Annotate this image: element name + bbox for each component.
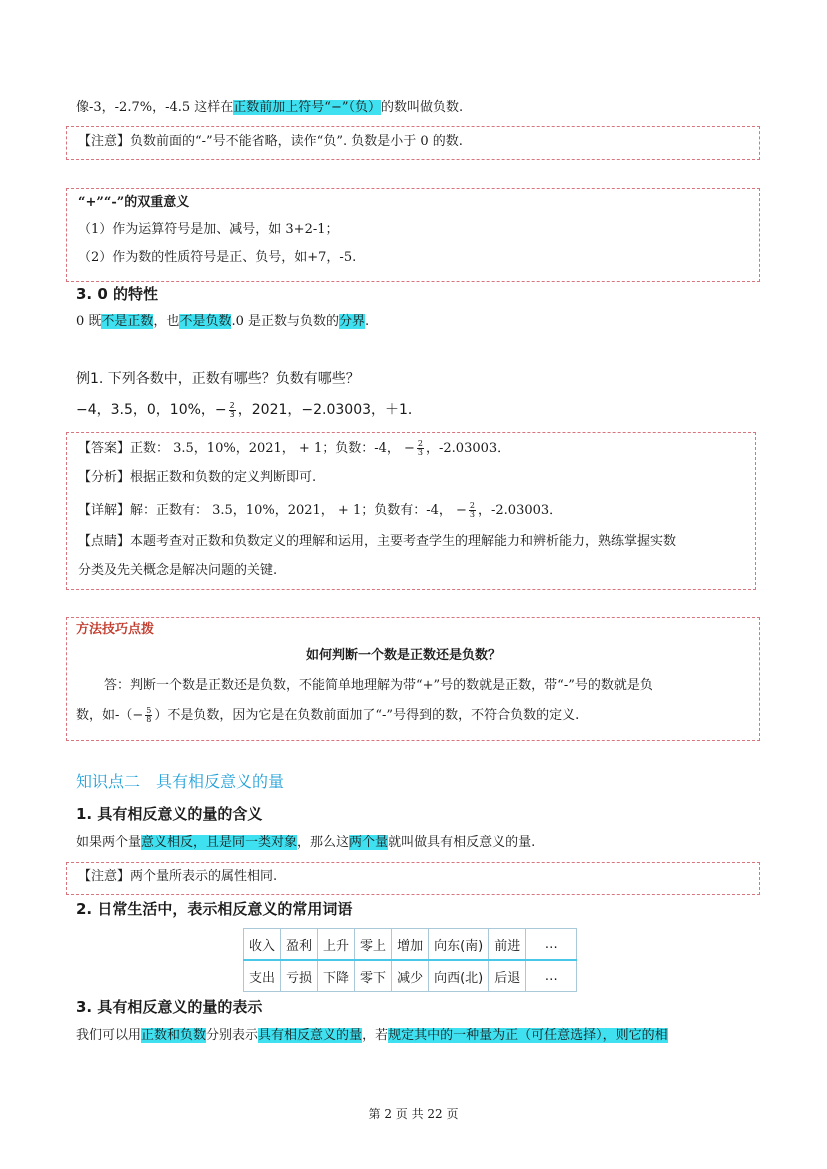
analysis-line: 【分析】根据正数和负数的定义判断即可.	[78, 470, 317, 485]
highlight: 正数前加上符号“−”（负）	[233, 100, 381, 115]
table-row: 支出 亏损 下降 零下 减少 向西(北) 后退 …	[244, 960, 577, 992]
section-heading: 2. 日常生活中，表示相反意义的常用词语	[76, 900, 353, 918]
opposite-words-table	[243, 928, 577, 992]
dual-meaning-item: （1）作为运算符号是加、减号，如 3+2-1；	[78, 222, 339, 237]
example-numbers: −4，3.5，0，10%，− $\frac{2}{3}$ ，2021，−2.03003，＋1．	[76, 400, 422, 419]
dual-meaning-item: （2）作为数的性质符号是正、负号，如+7，-5.	[78, 250, 357, 265]
table-row: 收入 盈利 上升 零上 增加 向东(南) 前进 …	[244, 929, 577, 961]
detail-line: 【详解】解：正数有： 3.5，10%，2021， + 1；负数有：-4， − $\frac{2}{3}$ ，-2.03003．	[78, 501, 563, 519]
comment-line: 【点睛】本题考查对正数和负数定义的理解和运用，主要考查学生的理解能力和辨析能力，熟练掌握实数	[78, 534, 677, 549]
example-question: 例1. 下列各数中，正数有哪些？负数有哪些？	[76, 371, 360, 387]
knowledge-point-heading: 知识点二 具有相反意义的量	[76, 772, 285, 791]
note-text: 【注意】负数前面的“-”号不能省略，读作“负”. 负数是小于 0 的数.	[78, 134, 463, 149]
section-heading: 1. 具有相反意义的量的含义	[76, 805, 263, 823]
answer-line: 【答案】正数： 3.5，10%，2021， + 1；负数：-4， − $\frac{2}{3}$ ，-2.03003．	[78, 439, 511, 457]
method-text: 数，如-（− $\frac{5}{8}$ ）不是负数，因为它是在负数前面加了“-”号得到的数，不符合负数的定义.	[76, 706, 580, 724]
representation-text: 我们可以用正数和负数分别表示具有相反意义的量，若规定其中的一种量为正（可任意选择），则它的相	[76, 1028, 668, 1043]
comment-line: 分类及先关概念是解决问题的关键.	[78, 563, 278, 578]
zero-description: 0 既不是正数，也不是负数.0 是正数与负数的分界.	[76, 314, 370, 329]
dual-meaning-title: “+”“-”的双重意义	[78, 195, 190, 210]
section-heading: 3. 具有相反意义的量的表示	[76, 998, 263, 1016]
opposite-definition: 如果两个量意义相反，且是同一类对象，那么这两个量就叫做具有相反意义的量.	[76, 835, 536, 850]
method-title: 如何判断一个数是正数还是负数？	[306, 648, 502, 663]
fraction: $\frac{2}{3}$	[229, 400, 235, 419]
note-text: 【注意】两个量所表示的属性相同.	[78, 869, 278, 884]
method-text: 答：判断一个数是正数还是负数，不能简单地理解为带“+”号的数就是正数，带“-”号的数就是负	[104, 678, 653, 693]
negative-definition: 像-3，-2.7%，-4.5 这样在正数前加上符号“−”（负）的数叫做负数.	[76, 100, 464, 115]
method-tag: 方法技巧点拨	[76, 622, 155, 637]
page-footer: 第 2 页 共 22 页	[368, 1107, 459, 1121]
section-heading: 3. 0 的特性	[76, 285, 159, 303]
